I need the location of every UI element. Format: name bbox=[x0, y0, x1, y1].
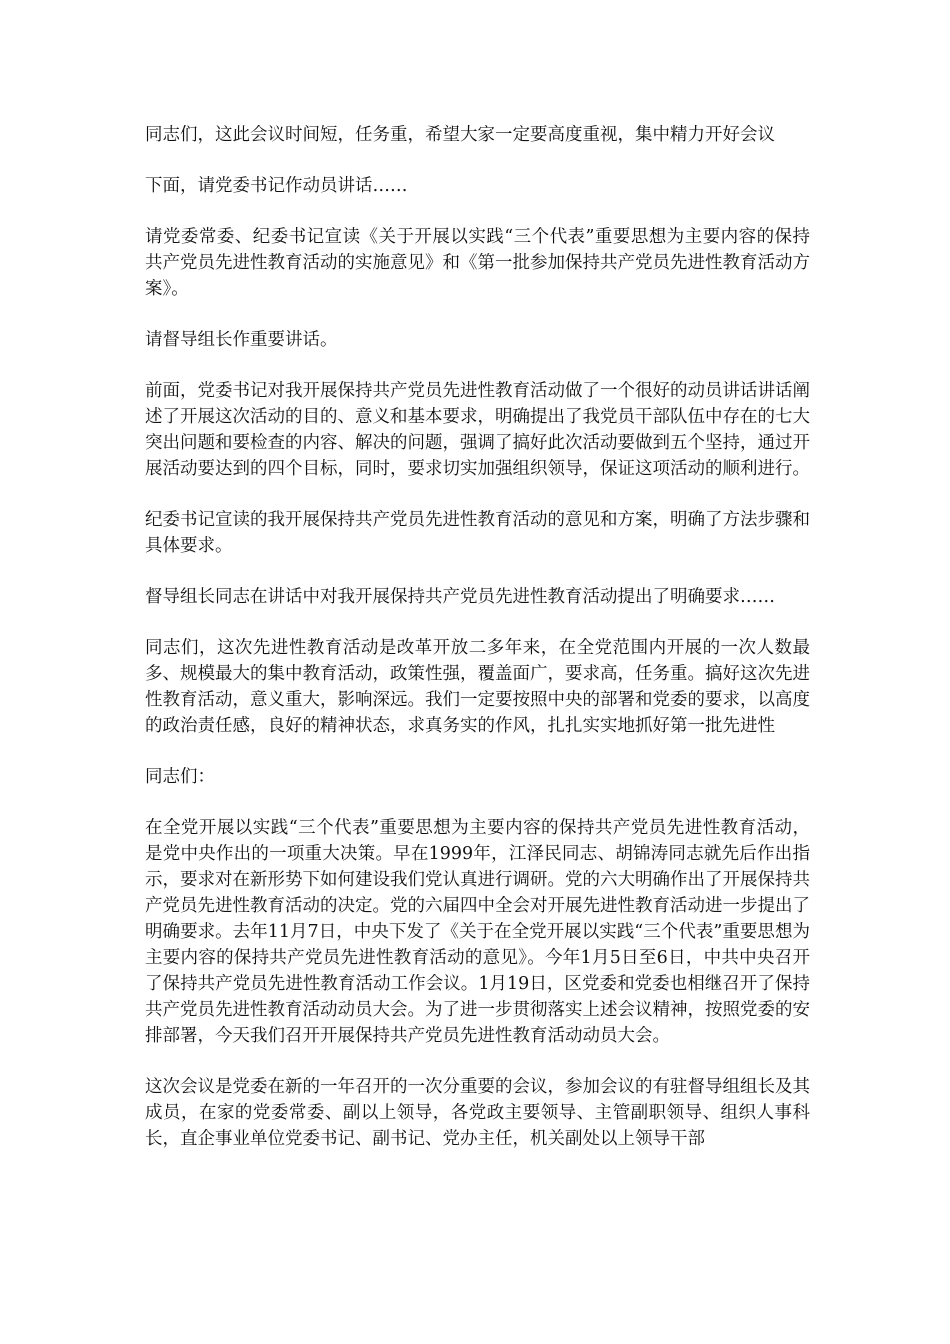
paragraph-9: 同志们： bbox=[145, 767, 215, 787]
paragraph-4: 请督导组长作重要讲话。 bbox=[145, 330, 338, 350]
paragraph-3: 请党委常委、纪委书记宣读《关于开展以实践“三个代表”重要思想为主要内容的保持共产党员先进性教育活动的实施意见》和《第一批参加保持共产党员先进性教育活动方案》。 bbox=[145, 227, 810, 299]
paragraph-2: 下面，请党委书记作动员讲话…… bbox=[145, 176, 408, 196]
paragraph-5: 前面，党委书记对我开展保持共产党员先进性教育活动做了一个很好的动员讲话讲话阐述了开展这次活动的目的、意义和基本要求，明确提出了我党员干部队伍中存在的七大突出问题和要检查的内容、解决的问题，强调了搞好此次活动要做到五个坚持，通过开展活动要达到的四个目标，同时，要求切实加强组织领导，保证这项活动的顺利进行。 bbox=[145, 381, 810, 479]
paragraph-8: 同志们，这次先进性教育活动是改革开放二多年来，在全党范围内开展的一次人数最多、规模最大的集中教育活动，政策性强，覆盖面广，要求高，任务重。搞好这次先进性教育活动，意义重大，影响深远。我们一定要按照中央的部署和党委的要求，以高度的政治责任感，良好的精神状态，求真务实的作风，扎扎实实地抓好第一批先进性 bbox=[145, 638, 810, 736]
paragraph-6: 纪委书记宣读的我开展保持共产党员先进性教育活动的意见和方案，明确了方法步骤和具体要求。 bbox=[145, 510, 810, 556]
paragraph-11: 这次会议是党委在新的一年召开的一次分重要的会议，参加会议的有驻督导组组长及其成员，在家的党委常委、副以上领导，各党政主要领导、主管副职领导、组织人事科长，直企事业单位党委书记、副书记、党办主任，机关副处以上领导干部 bbox=[145, 1077, 810, 1149]
paragraph-10: 在全党开展以实践“三个代表”重要思想为主要内容的保持共产党员先进性教育活动，是党中央作出的一项重大决策。早在1999年，江泽民同志、胡锦涛同志就先后作出指示，要求对在新形势下如何建设我们党认真进行调研。党的六大明确作出了开展保持共产党员先进性教育活动的决定。党的六届四中全会对开展先进性教育活动进一步提出了明确要求。去年11月7日，中央下发了《关于在全党开展以实践“三个代表”重要思想为主要内容的保持共产党员先进性教育活动的意见》。今年1月5日至6日，中共中央召开了保持共产党员先进性教育活动工作会议。1月19日，区党委和党委也相继召开了保持共产党员先进性教育活动动员大会。为了进一步贯彻落实上述会议精神，按照党委的安排部署，今天我们召开开展保持共产党员先进性教育活动动员大会。 bbox=[145, 818, 810, 1046]
document-body bbox=[145, 122, 810, 1177]
paragraph-1: 同志们，这此会议时间短，任务重，希望大家一定要高度重视，集中精力开好会议 bbox=[145, 125, 775, 145]
paragraph-7: 督导组长同志在讲话中对我开展保持共产党员先进性教育活动提出了明确要求…… bbox=[145, 587, 775, 607]
